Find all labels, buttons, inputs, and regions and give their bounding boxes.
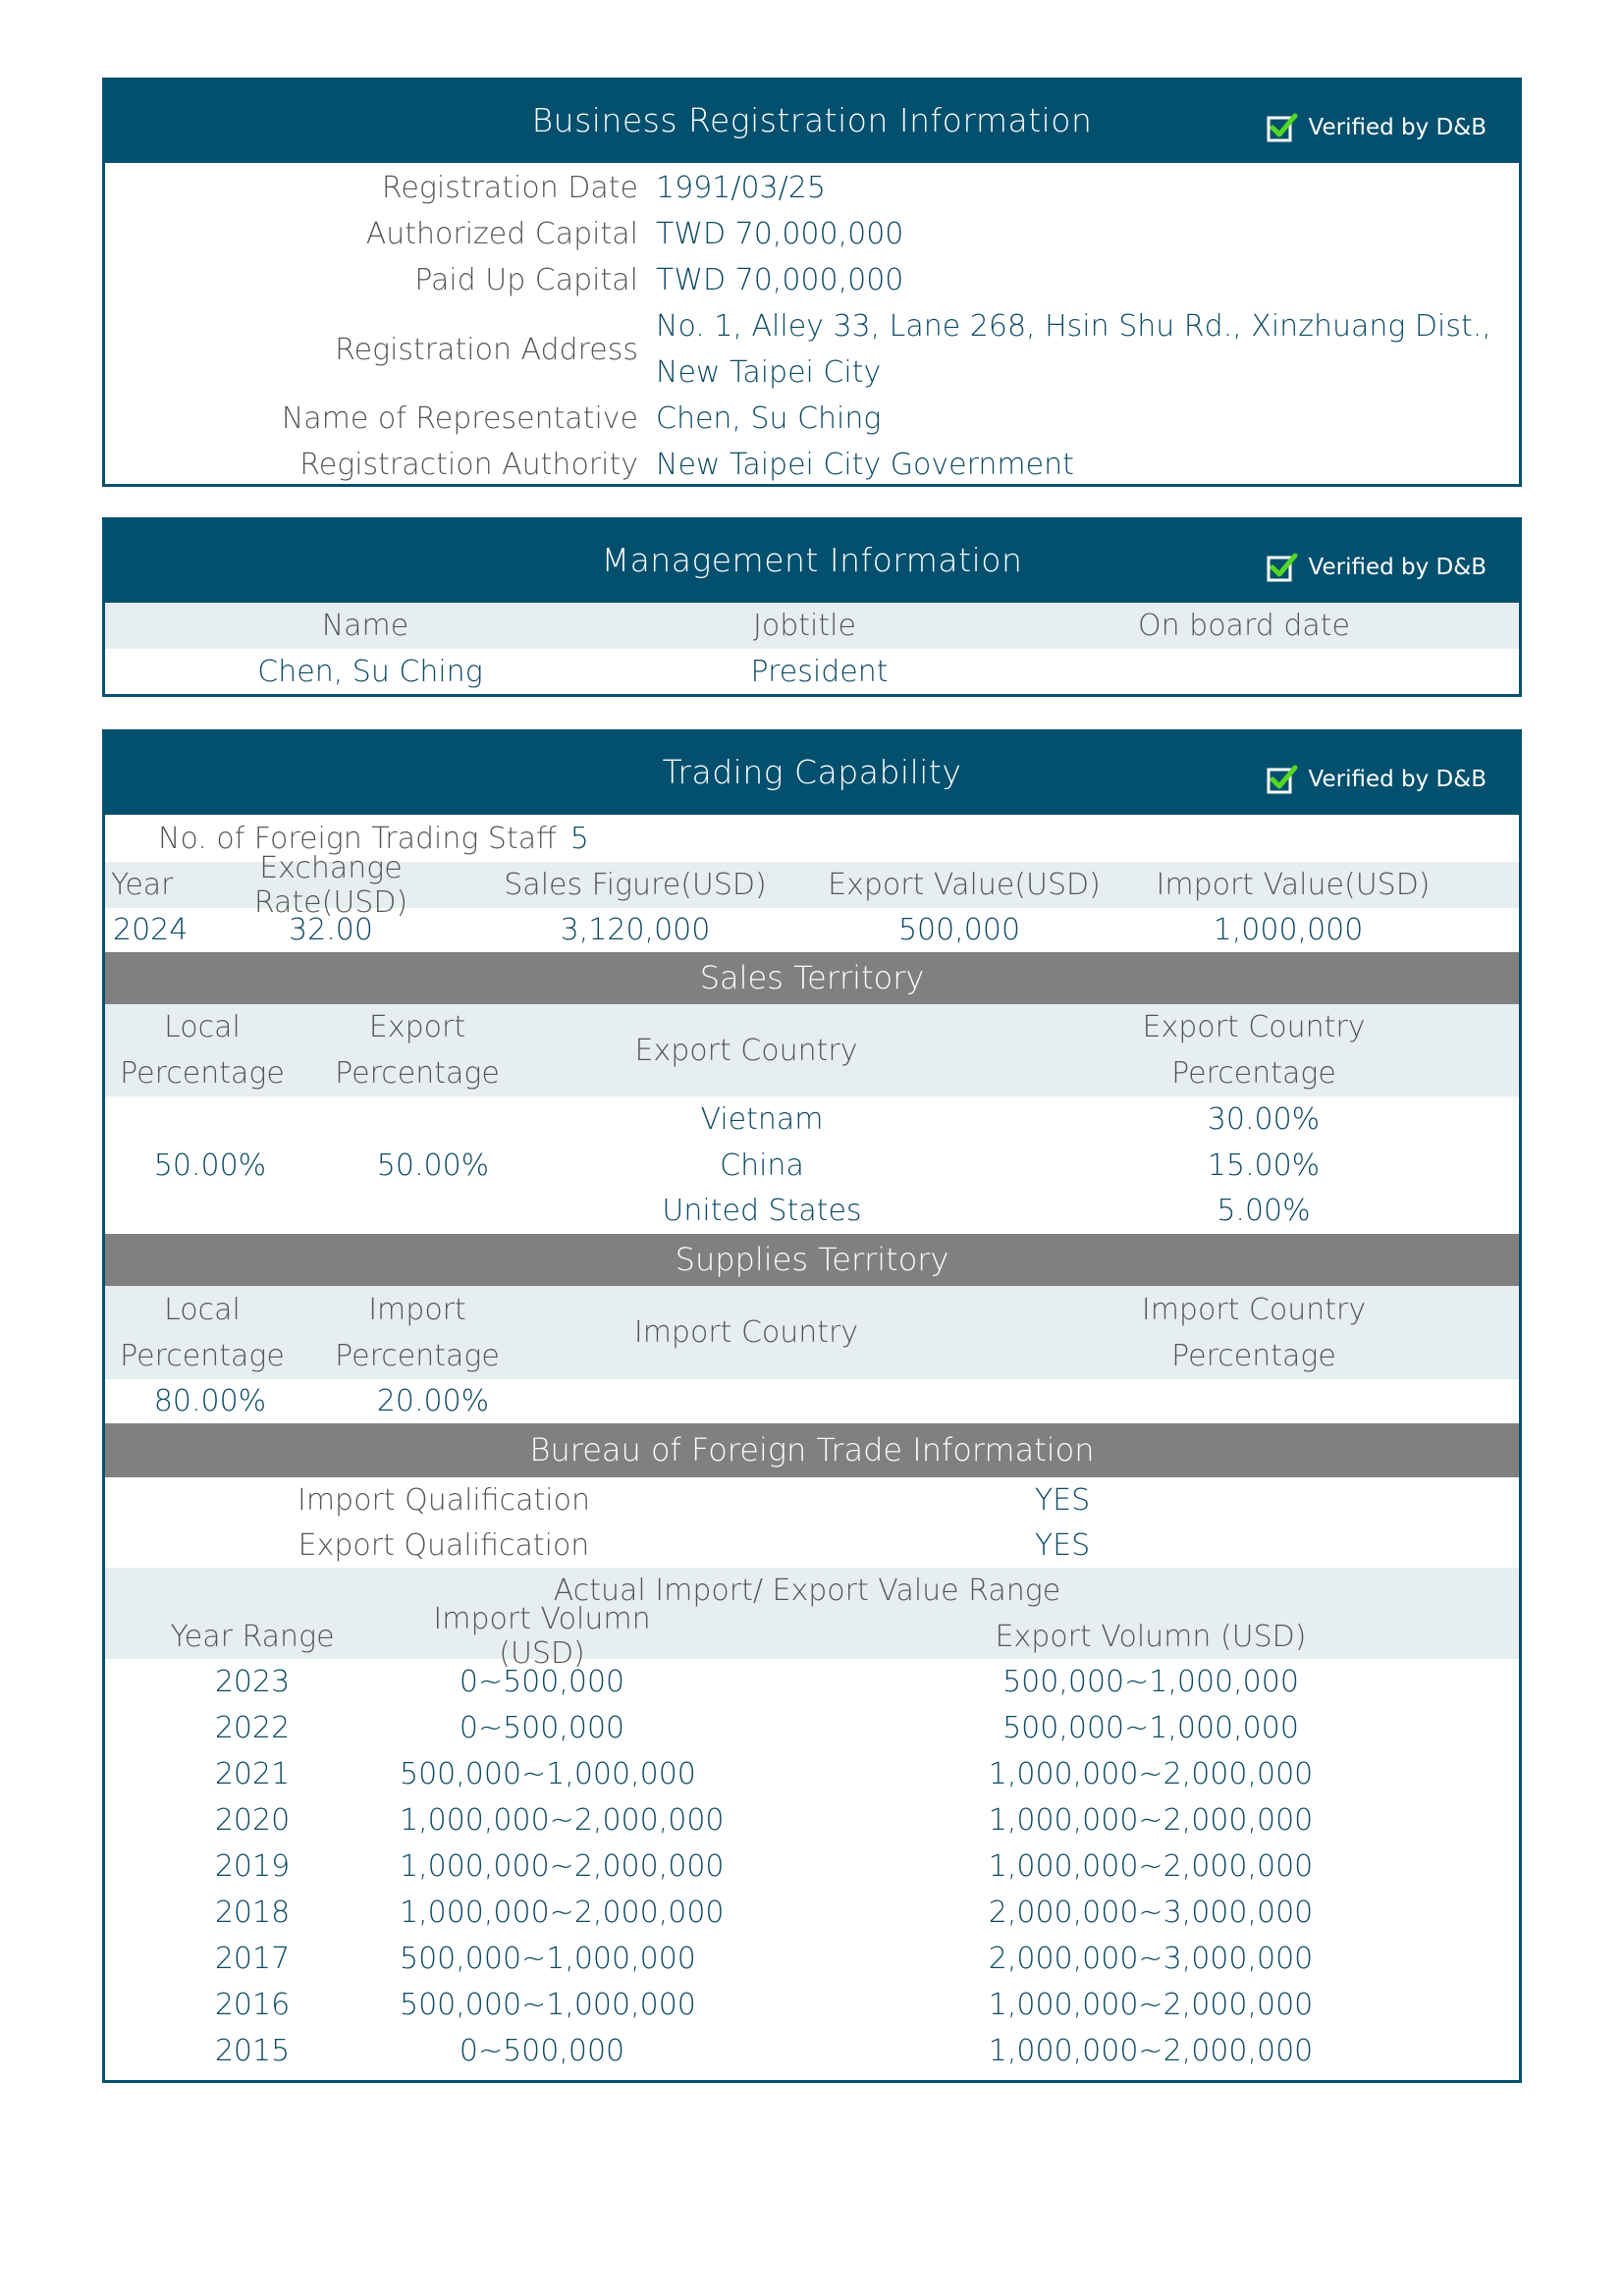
column-header-sales-figure: Sales Figure(USD): [504, 868, 767, 902]
registration-date-value: 1991/03/25: [656, 171, 826, 205]
address-line-2: New Taipei City: [656, 355, 882, 390]
import-volume-value: 0~500,000: [459, 1665, 625, 1699]
paid-up-capital-row: [105, 257, 1519, 303]
local-percentage-value: 50.00%: [153, 1148, 267, 1183]
list-item: China: [720, 1148, 804, 1183]
table-row: [105, 1659, 1519, 1705]
field-label: Authorized Capital: [365, 217, 638, 251]
import-qualification-row: [105, 1477, 1519, 1522]
field-label: Registration Address: [335, 332, 638, 367]
column-header-import-value: Import Value(USD): [1156, 868, 1431, 902]
value-range-rows: [105, 1659, 1519, 2080]
verified-check-icon: [1266, 111, 1299, 144]
panel-title: Business Registration Information: [531, 101, 1093, 139]
authorized-capital-row: [105, 211, 1519, 257]
import-volume-value: 1,000,000~2,000,000: [400, 1896, 725, 1930]
export-volume-value: 1,000,000~2,000,000: [988, 1849, 1314, 1884]
value-range-header: [105, 1568, 1519, 1671]
export-volume-value: 1,000,000~2,000,000: [988, 1757, 1314, 1791]
export-country-list: [551, 1096, 973, 1234]
verified-badge: [1266, 551, 1487, 584]
field-label: Registration Date: [381, 171, 638, 205]
column-header-local-percentage: [105, 1287, 299, 1379]
export-qualification-value: YES: [1034, 1527, 1091, 1563]
column-header-export-percentage: [299, 1004, 535, 1096]
table-row: [105, 1705, 1519, 1751]
registration-details: [102, 163, 1522, 487]
header-line: Percentage: [1171, 1338, 1336, 1373]
year-range-value: 2022: [214, 1711, 291, 1745]
column-header-export-volume: Export Volumn (USD): [995, 1619, 1307, 1654]
verified-badge: [1266, 111, 1487, 144]
panel-header: [102, 78, 1522, 163]
verified-label: Verified by D&B: [1308, 555, 1487, 580]
business-registration-panel: [102, 78, 1522, 487]
verified-badge: [1266, 763, 1487, 796]
header-line: Percentage: [335, 1338, 500, 1373]
header-line: Export: [368, 1010, 466, 1044]
representative-row: [105, 396, 1519, 442]
import-qualification-value: YES: [1034, 1482, 1091, 1518]
manager-name: Chen, Su Ching: [257, 654, 483, 689]
column-header-export-value: Export Value(USD): [828, 868, 1101, 902]
column-header-name: Name: [321, 609, 409, 643]
header-line: Percentage: [120, 1338, 285, 1373]
table-row: [105, 1843, 1519, 1890]
column-header-on-board-date: On board date: [1138, 609, 1350, 643]
column-header-import-country: Import Country: [633, 1315, 859, 1350]
panel-title: Trading Capability: [662, 753, 962, 791]
import-percentage-value: 20.00%: [376, 1384, 490, 1418]
header-line: Import Country: [1141, 1292, 1367, 1327]
column-header-local-percentage: [105, 1004, 299, 1096]
table-row: [105, 1936, 1519, 1982]
verified-label: Verified by D&B: [1308, 115, 1487, 140]
export-volume-value: 2,000,000~3,000,000: [988, 1896, 1314, 1930]
list-item: Vietnam: [700, 1102, 824, 1137]
exchange-rate-value: 32.00: [289, 913, 373, 947]
table-row: [105, 1890, 1519, 1936]
export-volume-value: 500,000~1,000,000: [1002, 1665, 1299, 1699]
staff-value: 5: [569, 821, 589, 856]
sales-territory-band: Sales Territory: [105, 952, 1519, 1004]
representative-value: Chen, Su Ching: [656, 401, 882, 436]
table-row: [105, 1797, 1519, 1843]
list-item: 5.00%: [1217, 1194, 1311, 1228]
import-volume-value: 1,000,000~2,000,000: [400, 1803, 725, 1838]
export-volume-value: 1,000,000~2,000,000: [988, 2034, 1314, 2068]
import-volume-value: 0~500,000: [459, 1711, 625, 1745]
registration-address-value: [656, 303, 1519, 396]
field-label: Registraction Authority: [299, 448, 638, 482]
year-value: 2024: [113, 913, 189, 947]
local-percentage-value: 80.00%: [153, 1384, 267, 1418]
sales-territory-header: [105, 1004, 1519, 1096]
staff-label: No. of Foreign Trading Staff: [158, 821, 557, 856]
table-row: [105, 1982, 1519, 2028]
column-header-import-country-percentage: [957, 1287, 1519, 1379]
export-volume-value: 1,000,000~2,000,000: [988, 1803, 1314, 1838]
table-header: [105, 603, 1519, 649]
verified-label: Verified by D&B: [1308, 767, 1487, 792]
year-range-value: 2016: [214, 1988, 291, 2022]
panel-title: Management Information: [601, 541, 1023, 579]
financial-table-header: [105, 850, 1519, 920]
authorized-capital-value: TWD 70,000,000: [656, 217, 904, 251]
supplies-territory-band: Supplies Territory: [105, 1234, 1519, 1286]
header-line: Percentage: [335, 1056, 500, 1091]
paid-up-capital-value: TWD 70,000,000: [656, 263, 904, 297]
export-volume-value: 1,000,000~2,000,000: [988, 1988, 1314, 2022]
supplies-territory-data: [105, 1379, 1519, 1423]
year-range-value: 2015: [214, 2034, 291, 2068]
year-range-value: 2021: [214, 1757, 291, 1791]
import-volume-value: 500,000~1,000,000: [400, 1942, 696, 1976]
import-volume-value: 500,000~1,000,000: [400, 1988, 696, 2022]
registration-authority-value: New Taipei City Government: [656, 448, 1074, 482]
import-volume-value: 500,000~1,000,000: [400, 1757, 696, 1791]
header-line: Percentage: [1171, 1056, 1336, 1091]
trading-capability-panel: [102, 729, 1522, 2083]
column-header-jobtitle: Jobtitle: [753, 609, 856, 643]
export-qualification-row: [105, 1522, 1519, 1568]
column-header-export-country: Export Country: [634, 1033, 858, 1068]
column-header-import-percentage: [299, 1287, 535, 1379]
registration-authority-row: [105, 442, 1519, 488]
year-range-value: 2018: [214, 1896, 291, 1930]
list-item: 30.00%: [1207, 1102, 1321, 1137]
header-line: Export Country: [1142, 1010, 1366, 1044]
management-table: [102, 603, 1522, 697]
year-range-value: 2020: [214, 1803, 291, 1838]
header-line: Import: [368, 1292, 466, 1327]
table-row: [105, 908, 1519, 952]
value-range-title: Actual Import/ Export Value Range: [553, 1574, 1061, 1608]
column-header-export-country-percentage: [957, 1004, 1519, 1096]
address-line-1: No. 1, Alley 33, Lane 268, Hsin Shu Rd., Xinzhuang Dist.,: [656, 309, 1491, 344]
table-row: [105, 2028, 1519, 2074]
field-label: Name of Representative: [281, 401, 638, 436]
verified-check-icon: [1266, 551, 1299, 584]
import-value-value: 1,000,000: [1213, 913, 1364, 947]
management-panel: [102, 517, 1522, 697]
registration-date-row: [105, 165, 1519, 211]
column-header-year-range: Year Range: [170, 1619, 335, 1654]
registration-address-row: [105, 303, 1519, 396]
export-qualification-label: Export Qualification: [298, 1527, 590, 1563]
header-line: Local: [164, 1010, 241, 1044]
export-volume-value: 2,000,000~3,000,000: [988, 1942, 1314, 1976]
table-row: [105, 649, 1519, 694]
import-volume-value: 0~500,000: [459, 2034, 625, 2068]
year-range-value: 2019: [214, 1849, 291, 1884]
header-line: Local: [164, 1292, 241, 1327]
list-item: 15.00%: [1207, 1148, 1321, 1183]
manager-jobtitle: President: [750, 654, 889, 689]
table-row: [105, 1751, 1519, 1797]
column-header-import-volume: Import Volumn (USD): [433, 1602, 651, 1671]
supplies-territory-header: [105, 1286, 1519, 1379]
column-header-year: Year: [111, 868, 174, 902]
sales-figure-value: 3,120,000: [560, 913, 711, 947]
trading-body: [102, 815, 1522, 2083]
year-range-value: 2017: [214, 1942, 291, 1976]
panel-header: [102, 729, 1522, 815]
sales-territory-data: [105, 1096, 1519, 1234]
value-range-columns: [105, 1602, 1519, 1671]
import-volume-value: 1,000,000~2,000,000: [400, 1849, 725, 1884]
field-label: Paid Up Capital: [414, 263, 638, 297]
import-qualification-label: Import Qualification: [297, 1482, 591, 1518]
list-item: United States: [662, 1194, 862, 1228]
export-country-percentage-list: [973, 1096, 1519, 1234]
export-volume-value: 500,000~1,000,000: [1002, 1711, 1299, 1745]
column-header-exchange-rate: Exchange Rate(USD): [253, 850, 408, 920]
year-range-value: 2023: [214, 1665, 291, 1699]
panel-header: [102, 517, 1522, 603]
header-line: Percentage: [120, 1056, 285, 1091]
export-value-value: 500,000: [897, 913, 1021, 947]
export-percentage-value: 50.00%: [376, 1148, 490, 1183]
verified-check-icon: [1266, 763, 1299, 796]
bureau-band: Bureau of Foreign Trade Information: [105, 1423, 1519, 1477]
